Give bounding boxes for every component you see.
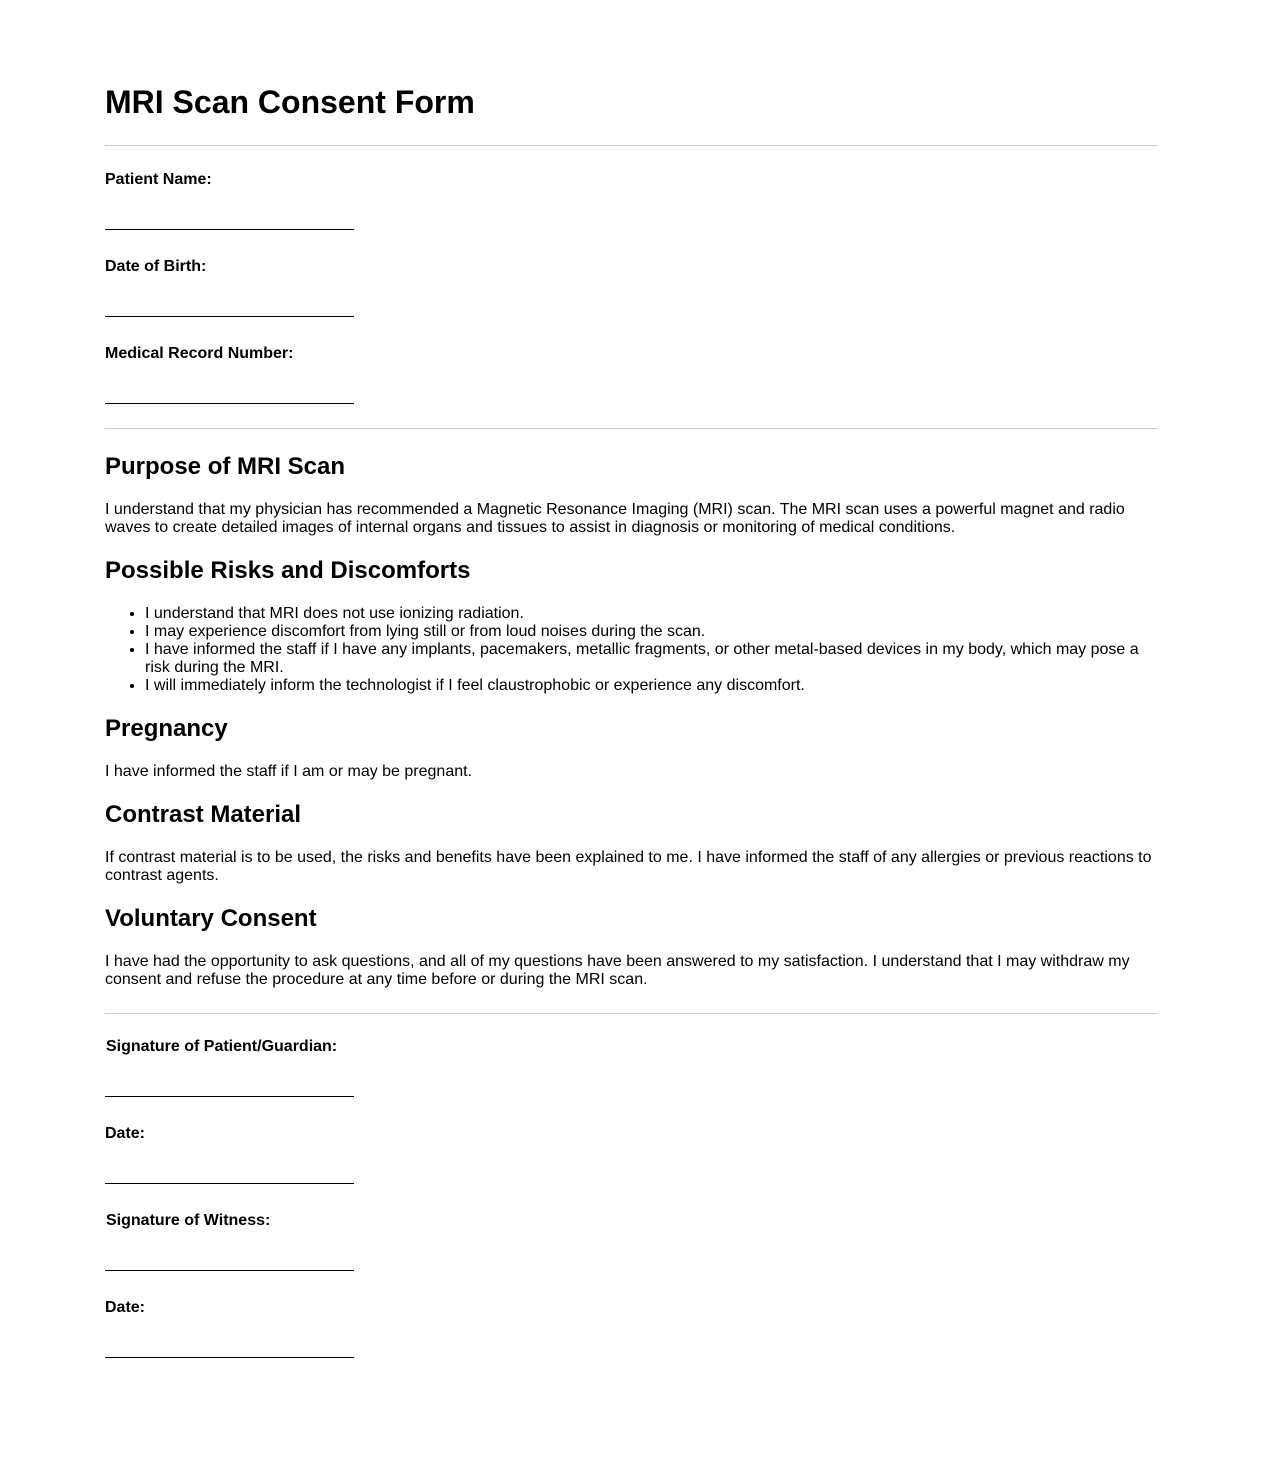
patient-name-label: Patient Name:: [105, 171, 212, 188]
date-of-birth-label: Date of Birth:: [105, 258, 207, 275]
contrast-heading: Contrast Material: [105, 801, 302, 828]
page-title: MRI Scan Consent Form: [105, 84, 475, 120]
consent-form: [105, 0, 1158, 1358]
contrast-text: If contrast material is to be used, the risks and benefits have been explained to me. I have informed the staff of any allergies or previous reactions to contrast agents.: [105, 849, 1152, 884]
witness-signature-input-line[interactable]: [105, 1230, 354, 1271]
patient-date-input-line[interactable]: [105, 1143, 354, 1184]
list-item: • I understand that MRI does not use ionizing radiation.: [145, 605, 1158, 623]
medical-record-number-label: Medical Record Number:: [105, 345, 294, 362]
risks-list: [105, 605, 1158, 695]
witness-signature-field: [105, 1212, 1158, 1271]
patient-signature-input-line[interactable]: [105, 1056, 354, 1097]
medical-record-number-input-line[interactable]: [105, 363, 354, 404]
medical-record-number-field: [105, 345, 1158, 404]
date-of-birth-field: [105, 258, 1158, 317]
consent-text: I have had the opportunity to ask questions, and all of my questions have been answered to my satisfaction. I understand that I may withdraw my consent and refuse the procedure at any time before or during the MRI scan.: [105, 953, 1130, 988]
patient-signature-label: Signature of Patient/Guardian:: [106, 1038, 338, 1055]
divider: [105, 1013, 1158, 1014]
witness-date-input-line[interactable]: [105, 1317, 354, 1358]
patient-date-field: [105, 1125, 1158, 1184]
patient-name-input-line[interactable]: [105, 189, 354, 230]
consent-heading: Voluntary Consent: [105, 905, 317, 932]
divider: [105, 145, 1158, 146]
risks-heading: Possible Risks and Discomforts: [105, 557, 471, 584]
list-item: • I have informed the staff if I have any implants, pacemakers, metallic fragments, or other metal-based devices in my body, which may pose a risk during the MRI.: [145, 641, 1158, 677]
pregnancy-text: I have informed the staff if I am or may be pregnant.: [105, 763, 473, 780]
witness-date-field: [105, 1299, 1158, 1358]
purpose-heading: Purpose of MRI Scan: [105, 453, 346, 480]
witness-signature-label: Signature of Witness:: [106, 1212, 271, 1229]
witness-date-label: Date:: [105, 1299, 146, 1316]
patient-signature-field: [105, 1038, 1158, 1097]
pregnancy-heading: Pregnancy: [105, 715, 228, 742]
purpose-text: I understand that my physician has recommended a Magnetic Resonance Imaging (MRI) scan. The MRI scan uses a powerful magnet and radio waves to create detailed images of internal organs and tissues to assist in diagnosis or monitoring of medical conditions.: [105, 501, 1125, 536]
patient-date-label: Date:: [105, 1125, 146, 1142]
list-item: • I will immediately inform the technologist if I feel claustrophobic or experience any discomfort.: [145, 677, 1158, 695]
list-item: • I may experience discomfort from lying still or from loud noises during the scan.: [145, 623, 1158, 641]
patient-name-field: [105, 171, 1158, 230]
divider: [105, 428, 1158, 429]
date-of-birth-input-line[interactable]: [105, 276, 354, 317]
